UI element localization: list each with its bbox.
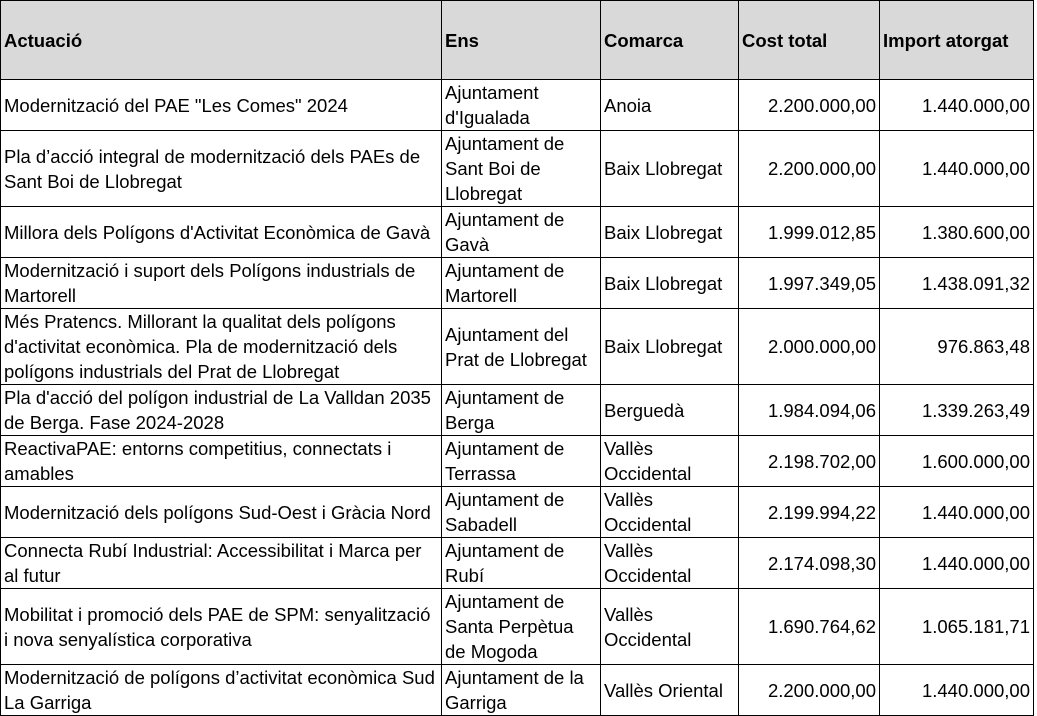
cell-comarca: Baix Llobregat (601, 207, 739, 258)
cell-cost-total: 1.999.012,85 (739, 207, 880, 258)
cell-comarca: Baix Llobregat (601, 131, 739, 207)
cell-actuacio: Modernització i suport dels Polígons industrials de Martorell (1, 258, 442, 309)
table-row (1, 80, 1034, 131)
cell-actuacio: Modernització del PAE "Les Comes" 2024 (1, 80, 442, 131)
cell-cost-total: 2.174.098,30 (739, 538, 880, 589)
cell-import-atorgat: 1.380.600,00 (880, 207, 1034, 258)
cell-cost-total: 2.200.000,00 (739, 131, 880, 207)
table-row (1, 131, 1034, 207)
cell-import-atorgat: 1.065.181,71 (880, 589, 1034, 665)
table-row (1, 589, 1034, 665)
table-row (1, 385, 1034, 436)
cell-ens: Ajuntament del Prat de Llobregat (442, 309, 601, 385)
cell-comarca: Baix Llobregat (601, 309, 739, 385)
cell-actuacio: ReactivaPAE: entorns competitius, connectats i amables (1, 436, 442, 487)
cell-comarca: Berguedà (601, 385, 739, 436)
cell-actuacio: Modernització de polígons d’activitat econòmica Sud La Garriga (1, 665, 442, 716)
header-row (1, 1, 1034, 80)
header-import-atorgat: Import atorgat (880, 1, 1034, 80)
header-cost-total: Cost total (739, 1, 880, 80)
table-row (1, 436, 1034, 487)
cell-cost-total: 1.997.349,05 (739, 258, 880, 309)
cell-ens: Ajuntament de Martorell (442, 258, 601, 309)
cell-actuacio: Més Pratencs. Millorant la qualitat dels polígons d'activitat econòmica. Pla de modernització dels polígons industrials del Prat de Llobregat (1, 309, 442, 385)
table-row (1, 487, 1034, 538)
cell-ens: Ajuntament d'Igualada (442, 80, 601, 131)
cell-cost-total: 2.199.994,22 (739, 487, 880, 538)
cell-import-atorgat: 1.440.000,00 (880, 665, 1034, 716)
cell-actuacio: Pla d’acció integral de modernització dels PAEs de Sant Boi de Llobregat (1, 131, 442, 207)
cell-cost-total: 1.984.094,06 (739, 385, 880, 436)
table-row (1, 258, 1034, 309)
cell-comarca: Vallès Occidental (601, 538, 739, 589)
cell-ens: Ajuntament de Terrassa (442, 436, 601, 487)
cell-import-atorgat: 1.438.091,32 (880, 258, 1034, 309)
cell-import-atorgat: 1.440.000,00 (880, 487, 1034, 538)
cell-cost-total: 2.200.000,00 (739, 665, 880, 716)
cell-ens: Ajuntament de Sant Boi de Llobregat (442, 131, 601, 207)
header-ens: Ens (442, 1, 601, 80)
cell-comarca: Anoia (601, 80, 739, 131)
table-row (1, 538, 1034, 589)
cell-ens: Ajuntament de Rubí (442, 538, 601, 589)
table-row (1, 207, 1034, 258)
cell-ens: Ajuntament de la Garriga (442, 665, 601, 716)
cell-cost-total: 2.198.702,00 (739, 436, 880, 487)
cell-cost-total: 1.690.764,62 (739, 589, 880, 665)
cell-actuacio: Pla d'acció del polígon industrial de La Valldan 2035 de Berga. Fase 2024-2028 (1, 385, 442, 436)
cell-import-atorgat: 976.863,48 (880, 309, 1034, 385)
cell-ens: Ajuntament de Berga (442, 385, 601, 436)
cell-ens: Ajuntament de Sabadell (442, 487, 601, 538)
cell-ens: Ajuntament de Santa Perpètua de Mogoda (442, 589, 601, 665)
cell-actuacio: Mobilitat i promoció dels PAE de SPM: senyalització i nova senyalística corporativa (1, 589, 442, 665)
cell-import-atorgat: 1.600.000,00 (880, 436, 1034, 487)
cell-comarca: Vallès Oriental (601, 665, 739, 716)
cell-cost-total: 2.200.000,00 (739, 80, 880, 131)
cell-comarca: Vallès Occidental (601, 589, 739, 665)
cell-import-atorgat: 1.440.000,00 (880, 538, 1034, 589)
table-row (1, 309, 1034, 385)
header-actuacio: Actuació (1, 1, 442, 80)
table-row (1, 665, 1034, 716)
cell-ens: Ajuntament de Gavà (442, 207, 601, 258)
cell-actuacio: Connecta Rubí Industrial: Accessibilitat i Marca per al futur (1, 538, 442, 589)
cell-cost-total: 2.000.000,00 (739, 309, 880, 385)
cell-comarca: Baix Llobregat (601, 258, 739, 309)
cell-import-atorgat: 1.440.000,00 (880, 80, 1034, 131)
header-comarca: Comarca (601, 1, 739, 80)
cell-comarca: Vallès Occidental (601, 487, 739, 538)
cell-actuacio: Modernització dels polígons Sud-Oest i Gràcia Nord (1, 487, 442, 538)
cell-actuacio: Millora dels Polígons d'Activitat Econòmica de Gavà (1, 207, 442, 258)
cell-import-atorgat: 1.339.263,49 (880, 385, 1034, 436)
cell-import-atorgat: 1.440.000,00 (880, 131, 1034, 207)
cell-comarca: Vallès Occidental (601, 436, 739, 487)
